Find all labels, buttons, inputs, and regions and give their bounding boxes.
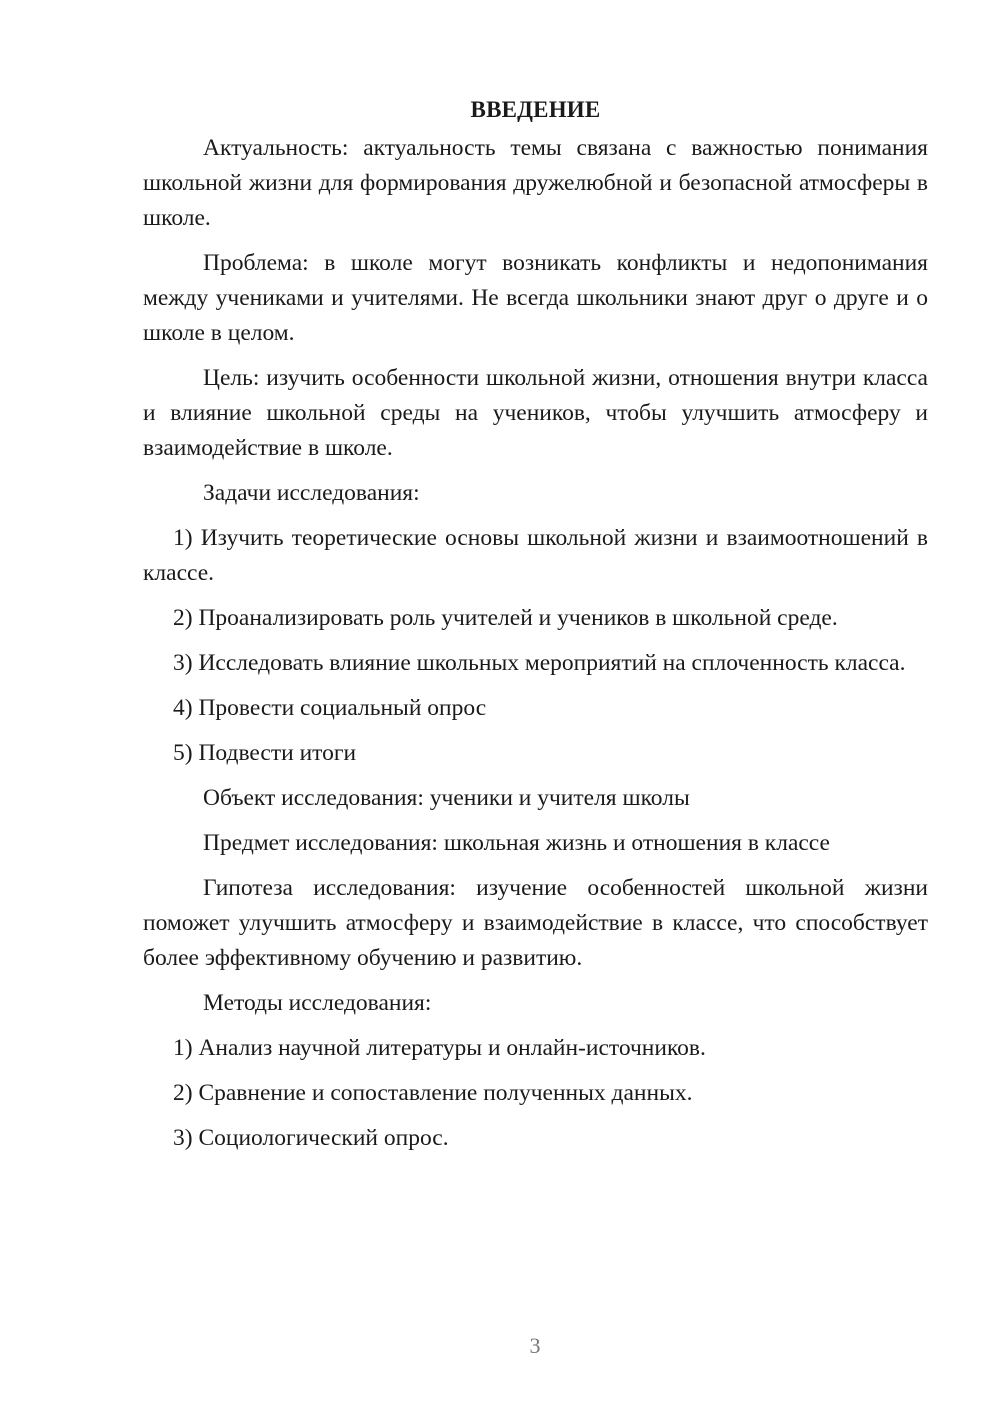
method-item: 2) Сравнение и сопоставление полученных данных.: [173, 1080, 693, 1106]
page-number: 3: [529, 1333, 541, 1358]
task-item: 3) Исследовать влияние школьных мероприятий на сплоченность класса.: [173, 650, 906, 676]
task-item: 2) Проанализировать роль учителей и учеников в школьной среде.: [173, 605, 838, 631]
methods-heading: Методы исследования:: [203, 990, 432, 1016]
task-item: 4) Провести социальный опрос: [173, 695, 487, 721]
goal-paragraph: Цель: изучить особенности школьной жизни, отношения внутри класса и влияние школьной среды на учеников, чтобы улучшить атмосферу и взаимодействие в школе.: [143, 365, 928, 461]
method-item: 3) Социологический опрос.: [173, 1125, 449, 1151]
page-title: ВВЕДЕНИЕ: [470, 97, 601, 122]
problem-paragraph: Проблема: в школе могут возникать конфликты и недопонимания между учениками и учителями. Не всегда школьники знают друг о друге и о школе в целом.: [143, 250, 928, 346]
relevance-paragraph: Актуальность: актуальность темы связана с важностью понимания школьной жизни для формирования дружелюбной и безопасной атмосферы в школе.: [143, 135, 928, 231]
tasks-heading: Задачи исследования:: [203, 480, 420, 506]
page-content: [143, 92, 928, 1166]
task-item: 1) Изучить теоретические основы школьной жизни и взаимоотношений в классе.: [143, 525, 928, 586]
task-item: 5) Подвести итоги: [173, 740, 357, 766]
method-item: 1) Анализ научной литературы и онлайн-источников.: [173, 1035, 706, 1061]
subject-paragraph: Предмет исследования: школьная жизнь и отношения в классе: [203, 830, 830, 856]
object-paragraph: Объект исследования: ученики и учителя школы: [203, 785, 690, 811]
hypothesis-paragraph: Гипотеза исследования: изучение особенностей школьной жизни поможет улучшить атмосферу и взаимодействие в классе, что способствует более эффективному обучению и развитию.: [143, 875, 928, 971]
